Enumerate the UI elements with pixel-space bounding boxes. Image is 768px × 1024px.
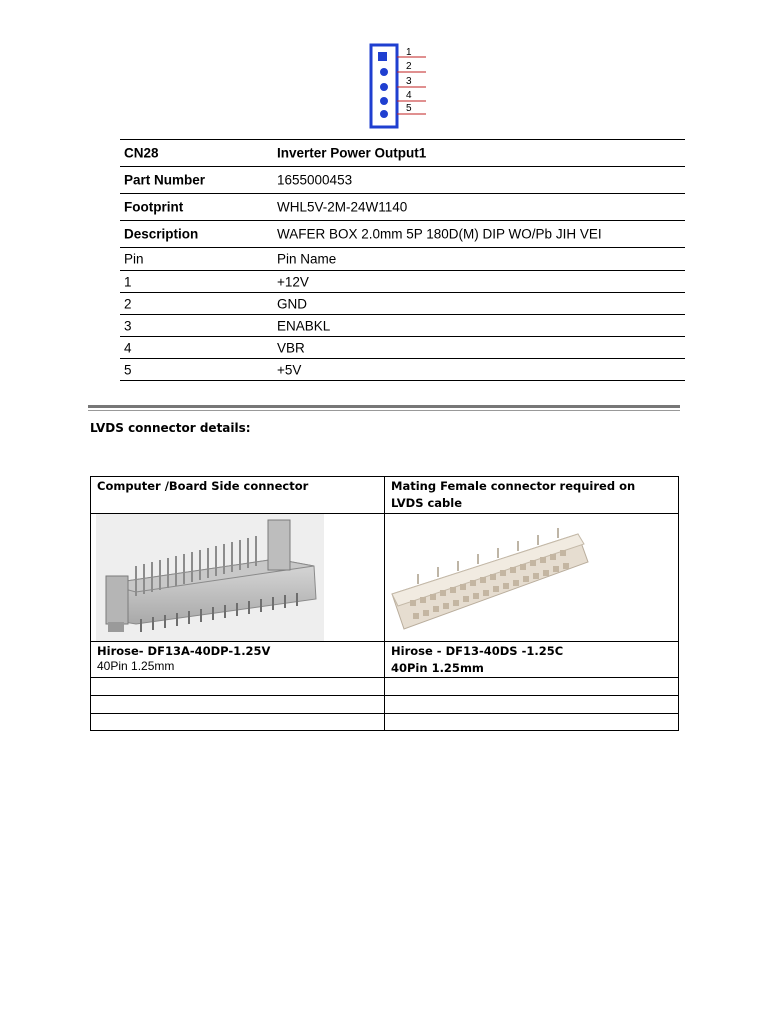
connector-pin-diagram [364, 40, 434, 132]
cn28-spec-table [120, 139, 685, 381]
spec-value: 1655000453 [277, 172, 353, 188]
spec-label: 3 [124, 318, 132, 333]
right-part-number: Hirose - DF13-40DS -1.25C [391, 644, 564, 658]
spec-row-pin-2 [120, 293, 685, 315]
table-row-line [91, 695, 678, 696]
spec-row-pin-4 [120, 337, 685, 359]
spec-row-pin-3 [120, 315, 685, 337]
spec-row-pin-5 [120, 359, 685, 381]
spec-value: GND [277, 296, 307, 311]
pin-4-dot [380, 97, 388, 105]
spec-value: WAFER BOX 2.0mm 5P 180D(M) DIP WO/Pb JIH VEI [277, 226, 602, 242]
spec-row-description [120, 221, 685, 248]
table-column-divider [384, 477, 385, 730]
spec-label: 5 [124, 362, 132, 377]
pin-label-2: 2 [406, 61, 412, 72]
right-pin-spec: 40Pin 1.25mm [391, 661, 484, 675]
table-row-line [91, 713, 678, 714]
lvds-heading: LVDS connector details: [90, 421, 251, 435]
spec-label: 2 [124, 296, 132, 311]
left-pin-spec: 40Pin 1.25mm [97, 659, 175, 673]
board-connector-image [96, 514, 324, 641]
spec-value: WHL5V-2M-24W1140 [277, 199, 408, 215]
female-connector-image [388, 514, 591, 641]
pin-label-3: 3 [406, 76, 412, 87]
pin-2-dot [380, 68, 388, 76]
left-part-number: Hirose- DF13A-40DP-1.25V [97, 644, 271, 658]
spec-value: ENABKL [277, 318, 331, 333]
spec-label: 4 [124, 340, 132, 355]
spec-row-pin-header [120, 248, 685, 271]
pin-5-dot [380, 110, 388, 118]
spec-label: Pin [124, 251, 144, 267]
pin-1-square [378, 52, 387, 61]
spec-label: 1 [124, 274, 132, 289]
spec-value: +5V [277, 362, 302, 377]
pin-label-5: 5 [406, 103, 412, 114]
spec-value: VBR [277, 340, 305, 355]
section-divider [88, 405, 680, 408]
spec-row-part-number [120, 167, 685, 194]
spec-value: +12V [277, 274, 309, 289]
right-header: Mating Female connector required on LVDS cable [391, 479, 636, 510]
spec-row-pin-1 [120, 271, 685, 293]
spec-row-footprint [120, 194, 685, 221]
spec-label: Description [124, 226, 199, 242]
spec-value: Pin Name [277, 251, 337, 267]
pin-label-4: 4 [406, 90, 412, 101]
table-row-line [91, 641, 678, 642]
table-row-line [91, 677, 678, 678]
spec-value: Inverter Power Output1 [277, 145, 427, 161]
pin-label-1: 1 [406, 47, 412, 58]
spec-label: Footprint [124, 199, 184, 215]
pin-3-dot [380, 83, 388, 91]
left-header: Computer /Board Side connector [97, 479, 309, 493]
lvds-connector-table [90, 476, 679, 731]
spec-row-cn28 [120, 140, 685, 167]
spec-label: Part Number [124, 172, 206, 188]
spec-label: CN28 [124, 145, 159, 161]
section-divider-thin [88, 410, 680, 411]
